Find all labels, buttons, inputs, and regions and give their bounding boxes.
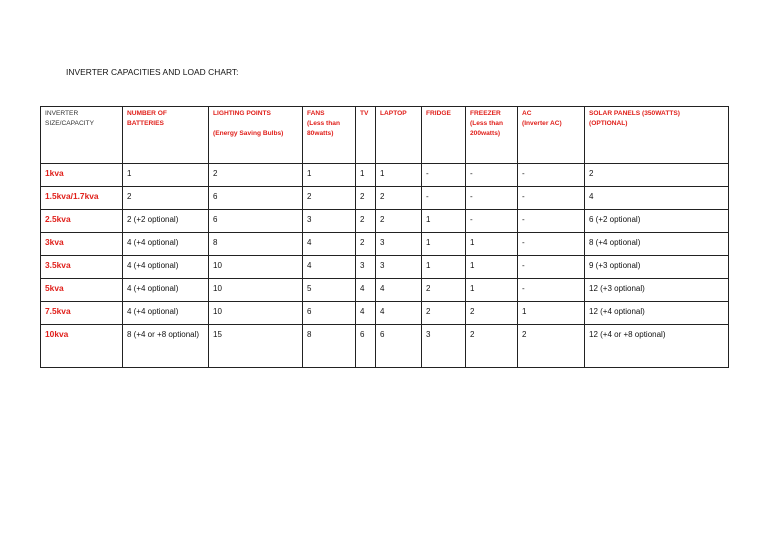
cell-tv: 3	[356, 256, 376, 279]
cell-inverter-size: 5kva	[41, 279, 123, 302]
cell-solar-panels: 4	[585, 187, 729, 210]
table-row	[41, 210, 729, 233]
table-row	[41, 279, 729, 302]
cell-fridge: 1	[422, 256, 466, 279]
cell-freezer: 2	[466, 302, 518, 325]
cell-lighting-points: 8	[209, 233, 303, 256]
table-body	[41, 164, 729, 368]
cell-ac: -	[518, 164, 585, 187]
table-row	[41, 256, 729, 279]
cell-fridge: 1	[422, 233, 466, 256]
cell-fridge: -	[422, 187, 466, 210]
cell-batteries: 8 (+4 or +8 optional)	[123, 325, 209, 368]
cell-lighting-points: 6	[209, 210, 303, 233]
cell-fridge: 2	[422, 279, 466, 302]
table-row	[41, 325, 729, 368]
cell-ac: -	[518, 210, 585, 233]
cell-batteries: 4 (+4 optional)	[123, 302, 209, 325]
table-row	[41, 233, 729, 256]
cell-inverter-size: 7.5kva	[41, 302, 123, 325]
cell-inverter-size: 10kva	[41, 325, 123, 368]
header-ac: AC (Inverter AC)	[518, 107, 585, 164]
cell-tv: 1	[356, 164, 376, 187]
cell-fans: 1	[303, 164, 356, 187]
cell-fans: 4	[303, 256, 356, 279]
cell-freezer: 1	[466, 233, 518, 256]
cell-ac: -	[518, 233, 585, 256]
header-lighting-points: LIGHTING POINTS (Energy Saving Bulbs)	[209, 107, 303, 164]
cell-inverter-size: 3kva	[41, 233, 123, 256]
cell-inverter-size: 1kva	[41, 164, 123, 187]
cell-lighting-points: 2	[209, 164, 303, 187]
cell-lighting-points: 6	[209, 187, 303, 210]
cell-laptop: 4	[376, 302, 422, 325]
cell-freezer: 2	[466, 325, 518, 368]
cell-laptop: 1	[376, 164, 422, 187]
cell-fans: 3	[303, 210, 356, 233]
header-solar-panels: SOLAR PANELS (350WATTS) (OPTIONAL)	[585, 107, 729, 164]
table-row	[41, 302, 729, 325]
cell-solar-panels: 12 (+4 optional)	[585, 302, 729, 325]
cell-solar-panels: 2	[585, 164, 729, 187]
cell-fans: 5	[303, 279, 356, 302]
page-title: INVERTER CAPACITIES AND LOAD CHART:	[66, 67, 239, 77]
cell-batteries: 1	[123, 164, 209, 187]
cell-freezer: -	[466, 187, 518, 210]
cell-laptop: 3	[376, 233, 422, 256]
cell-laptop: 2	[376, 187, 422, 210]
cell-freezer: -	[466, 164, 518, 187]
cell-solar-panels: 12 (+4 or +8 optional)	[585, 325, 729, 368]
cell-freezer: 1	[466, 256, 518, 279]
cell-fans: 4	[303, 233, 356, 256]
cell-laptop: 3	[376, 256, 422, 279]
cell-fridge: -	[422, 164, 466, 187]
cell-lighting-points: 10	[209, 302, 303, 325]
cell-tv: 2	[356, 187, 376, 210]
cell-fans: 8	[303, 325, 356, 368]
cell-inverter-size: 2.5kva	[41, 210, 123, 233]
header-laptop: LAPTOP	[376, 107, 422, 164]
cell-ac: -	[518, 256, 585, 279]
cell-batteries: 2	[123, 187, 209, 210]
cell-ac: -	[518, 279, 585, 302]
cell-tv: 4	[356, 279, 376, 302]
cell-lighting-points: 10	[209, 279, 303, 302]
header-inverter-size: INVERTER SIZE/CAPACITY	[41, 107, 123, 164]
cell-tv: 4	[356, 302, 376, 325]
cell-fridge: 3	[422, 325, 466, 368]
header-tv: TV	[356, 107, 376, 164]
cell-solar-panels: 9 (+3 optional)	[585, 256, 729, 279]
cell-batteries: 4 (+4 optional)	[123, 279, 209, 302]
cell-batteries: 2 (+2 optional)	[123, 210, 209, 233]
header-fans: FANS (Less than 80watts)	[303, 107, 356, 164]
cell-ac: 1	[518, 302, 585, 325]
cell-freezer: 1	[466, 279, 518, 302]
cell-laptop: 6	[376, 325, 422, 368]
cell-solar-panels: 12 (+3 optional)	[585, 279, 729, 302]
cell-solar-panels: 6 (+2 optional)	[585, 210, 729, 233]
cell-tv: 6	[356, 325, 376, 368]
table-row	[41, 187, 729, 210]
load-chart-table	[40, 106, 729, 368]
cell-ac: -	[518, 187, 585, 210]
cell-fridge: 1	[422, 210, 466, 233]
table-row	[41, 164, 729, 187]
cell-inverter-size: 3.5kva	[41, 256, 123, 279]
header-batteries: NUMBER OF BATTERIES	[123, 107, 209, 164]
cell-freezer: -	[466, 210, 518, 233]
cell-lighting-points: 15	[209, 325, 303, 368]
cell-batteries: 4 (+4 optional)	[123, 233, 209, 256]
cell-fans: 2	[303, 187, 356, 210]
cell-fridge: 2	[422, 302, 466, 325]
cell-ac: 2	[518, 325, 585, 368]
header-fridge: FRIDGE	[422, 107, 466, 164]
cell-laptop: 2	[376, 210, 422, 233]
cell-tv: 2	[356, 210, 376, 233]
cell-inverter-size: 1.5kva/1.7kva	[41, 187, 123, 210]
cell-fans: 6	[303, 302, 356, 325]
cell-lighting-points: 10	[209, 256, 303, 279]
table-header	[41, 107, 729, 164]
cell-solar-panels: 8 (+4 optional)	[585, 233, 729, 256]
cell-laptop: 4	[376, 279, 422, 302]
cell-batteries: 4 (+4 optional)	[123, 256, 209, 279]
header-row	[41, 107, 729, 164]
cell-tv: 2	[356, 233, 376, 256]
header-freezer: FREEZER (Less than 200watts)	[466, 107, 518, 164]
